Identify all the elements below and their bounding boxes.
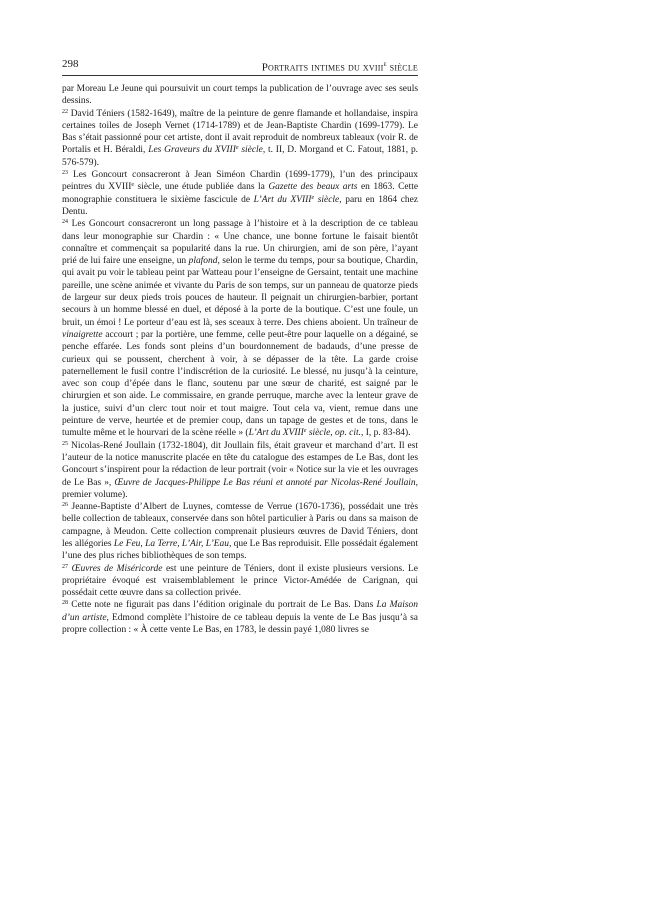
text-run: , que Le Bas reproduisit. Elle possédait également l’une des plus riches bibliothèques de son temps. <box>62 538 418 562</box>
text-run: , t. II, D. Morgand et C. Fatout, 1881, p. 576-579). <box>62 145 419 168</box>
text-run: Nicolas-René Joullain (1732-1804), dit Joullain fils, était graveur et marchand d’art. Il est l’auteur de la notice manuscrite placée en tête du catalogue des estampes de Le Bas, dont les Goncourt s’inspirent pour la rédaction de leur portrait (voir « Notice sur la vie et les ouvrages de Le Bas », <box>62 440 418 488</box>
footnote-continuation <box>62 83 418 108</box>
italic-text: Œuvres de Miséricorde <box>71 563 163 574</box>
italic-text: plafond <box>188 256 218 267</box>
footnote-22 <box>62 108 418 169</box>
italic-text: siècle <box>314 194 340 205</box>
text-run: accourt ; par la portière, une femme, celle peut-être pour laquelle on a dégainé, se penche effarée. Les fonds sont pleins d’un bourdonnement de badauds, d’une presse de curieux qui se poussent, cherchent à voir, à se dépasser de la tête. La garde croise paternellement le fusil contre l’indiscrétion de la curiosité. Le blessé, nu jusqu’à la ceinture, avec son coup d’épée dans le flanc, soutenu par une sœur de charité, est saigné par le chirurgien et son aide. Le commissaire, en grande perruque, marche avec la lenteur grave de la justice, suivi d’un clerc tout noir et tout maigre. Tout cela va, vient, remue dans une peinture de verve, heurtée et de premier coup, dans un tapage de gestes et de tons, dans le tumulte même et le hourvari de la scène réelle » ( <box>62 329 418 439</box>
text-run: , selon le terme du temps, pour sa boutique, Chardin, qui avait pu voir le tableau peint par Watteau pour l’enseigne de Gersaint, tentait une machine pareille, une scène animée et vivante du Paris de son temps, sur un panneau de quatorze pieds de largeur sur deux pieds trois pouces de hauteur. Il peignait un chirurgien-barbier, portant secours à un homme blessé en duel, et déposé à la porte de la boutique. C’est une foule, un bruit, un émoi ! Le porteur d’eau est là, ses sceaux à terre. Des chiens aboient. Un traîneur de <box>62 256 418 328</box>
text-run: David Téniers (1582-1649), maître de la peinture de genre flamande et hollandaise, inspira certaines toiles de Joseph Vernet (1714-1789) et de Jean-Baptiste Chardin (1699-1779). Le Bas s’était passionné pour cet artiste, dont il avait reproduit de nombreux tableaux (voir R. de Portalis et H. Béraldi, <box>62 108 418 156</box>
superscript: e <box>131 182 135 189</box>
text-run: en 1863. Cette monographie constituera le sixième fascicule de <box>62 182 419 205</box>
italic-text: Gazette des beaux arts <box>268 182 358 193</box>
text-run: siècle, une étude publiée dans la <box>134 182 269 193</box>
superscript: 27 <box>62 563 68 570</box>
superscript: 22 <box>62 108 68 115</box>
running-title <box>262 56 418 76</box>
footnote-24 <box>62 218 418 439</box>
superscript: 23 <box>62 170 68 177</box>
running-title-part: siècle <box>386 61 418 74</box>
italic-text: Œuvre de Jacques-Philippe Le Bas réuni et annoté par Nicolas-René Joullain <box>114 477 416 488</box>
text-run: , paru en 1864 chez Dentu. <box>62 194 418 217</box>
text-run: , premier volume). <box>62 477 418 500</box>
footnote-26 <box>62 501 418 562</box>
italic-text: L’Art du XVIII <box>253 194 312 205</box>
superscript: 24 <box>62 219 68 226</box>
footnotes <box>62 83 418 636</box>
italic-superscript: e <box>303 428 307 435</box>
superscript: 28 <box>62 600 68 607</box>
italic-text: Les Graveurs du XVIII <box>148 145 236 156</box>
italic-text: L’Art du XVIII <box>248 428 304 439</box>
footnote-28 <box>62 599 418 636</box>
text-run: Cette note ne figurait pas dans l’édition originale du portrait de Le Bas. Dans <box>68 600 377 611</box>
footnote-25 <box>62 440 418 501</box>
running-title-part: Portraits intimes du xviii <box>261 61 384 74</box>
italic-superscript: e <box>311 194 315 201</box>
text-run: par Moreau Le Jeune qui poursuivit un court temps la publication de l’ouvrage avec ses seuls dessins. <box>62 84 418 107</box>
footnote-27 <box>62 563 418 600</box>
italic-text: Le Feu, La Terre, L’Air, L’Eau <box>113 538 229 549</box>
text-run: est une peinture de Téniers, dont il existe plusieurs versions. Le propriétaire évoqué est vraisemblablement le prince Victor-Amédée de Carignan, qui possédait cette œuvre dans sa collection privée. <box>62 563 418 599</box>
text-run: , Edmond complète l’histoire de ce tableau depuis la vente de Le Bas jusqu’à sa propre collection : « À cette vente Le Bas, en 1783, le dessin payé 1,080 livres se <box>62 612 419 636</box>
text-run: , I, p. 83-84). <box>360 428 411 439</box>
text-run: Les Goncourt consacreront un long passage à l’histoire et à la description de ce tableau dans leur monographie sur Chardin : « Une chance, une bonne fortune le faisait bientôt connaître et commençait sa popularité dans la rue. Un chirurgien, ami de son père, l’ayant prié de lui faire une enseigne, un <box>62 219 418 267</box>
italic-text: siècle, op. cit. <box>306 428 361 439</box>
superscript: 26 <box>62 502 68 509</box>
italic-superscript: e <box>235 145 239 152</box>
running-title-sup: e <box>383 60 387 68</box>
page-number: 298 <box>62 58 79 70</box>
text-run: Jeanne-Baptiste d’Albert de Luynes, comtesse de Verrue (1670-1736), possédait une très belle collection de tableaux, conservée dans son hôtel particulier à Paris ou dans sa maison de campagne, à Meudon. Cette collection comprenait plusieurs œuvres de David Téniers, dont les allégories <box>62 502 418 549</box>
running-header <box>62 56 418 76</box>
page <box>62 56 418 636</box>
text-run: Les Goncourt consacreront à Jean Siméon Chardin (1699-1779), l’un des principaux peintres du XVIII <box>62 170 418 193</box>
footnote-23 <box>62 169 418 218</box>
italic-text: siècle <box>238 145 263 156</box>
italic-text: La Maison d’un artiste <box>62 600 418 623</box>
superscript: 25 <box>62 440 68 447</box>
italic-text: vinaigrette <box>62 329 103 340</box>
